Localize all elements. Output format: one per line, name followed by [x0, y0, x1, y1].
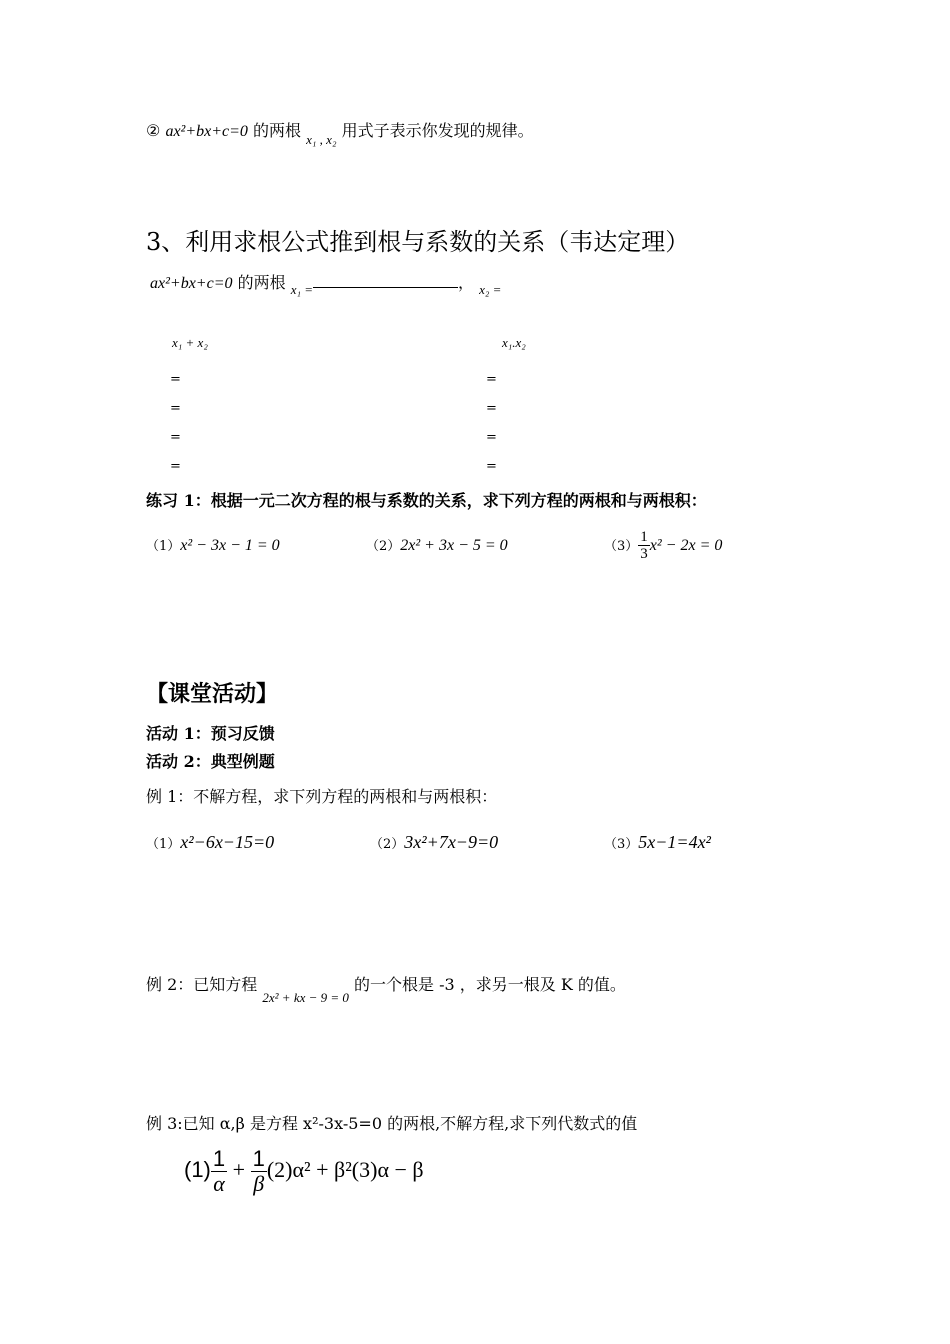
equation: x² − 2x = 0 [649, 537, 723, 554]
numerator: 1 [212, 1146, 226, 1172]
equals: = [486, 372, 497, 387]
text: 的两根 [237, 273, 286, 292]
example-item-2 [370, 832, 498, 855]
roots: x₁ , x₂ [306, 132, 337, 147]
activity-2: 活动 2：典型例题 [146, 752, 275, 771]
denominator: β [253, 1171, 265, 1197]
equals: = [170, 459, 181, 474]
roots-formula-line [150, 273, 502, 297]
fraction-1-over-beta [251, 1147, 267, 1196]
product-label: x₁.x₂ [502, 335, 526, 350]
item-label: （2） [370, 837, 405, 852]
exercise-item-3 [604, 523, 722, 569]
x1-blank [313, 273, 458, 288]
equation: 5x−1=4x² [638, 832, 711, 852]
activity-1: 活动 1：预习反馈 [146, 724, 275, 743]
equals: = [170, 401, 181, 416]
exercise1-title: 练习 1：根据一元二次方程的根与系数的关系，求下列方程的两根和与两根积： [146, 491, 707, 510]
item-label: （3） [604, 837, 639, 852]
denominator: α [213, 1171, 225, 1197]
numerator: 1 [640, 528, 648, 545]
equation: x²−6x−15=0 [180, 832, 275, 852]
equation: 2x² + 3x − 5 = 0 [400, 537, 508, 554]
numerator: 1 [252, 1146, 265, 1172]
quadratic-equation: ax²+bx+c=0 [165, 123, 248, 140]
item-label: （1） [146, 539, 181, 554]
equation: x² − 3x − 1 = 0 [180, 537, 280, 554]
example-item-3 [604, 832, 711, 855]
x2-label: x₂ = [479, 282, 502, 297]
fraction-1-over-alpha [211, 1147, 227, 1196]
item-label: （1） [146, 837, 181, 852]
plus: + [232, 1157, 246, 1182]
sum-label: x₁ + x₂ [172, 335, 208, 350]
text: 的两根 [253, 121, 302, 140]
exercise-item-2 [366, 535, 508, 557]
example3-expressions [184, 1140, 424, 1200]
equals: = [170, 372, 181, 387]
section2-line [146, 121, 534, 147]
text: 用式子表示你发现的规律。 [341, 121, 534, 140]
exercise-item-1 [146, 535, 280, 557]
equals: = [486, 430, 497, 445]
text: 例 2：已知方程 [146, 975, 258, 994]
item-label: （2） [366, 539, 401, 554]
example-item-1 [146, 832, 274, 855]
example1-title: 例 1：不解方程，求下列方程的两根和与两根积： [146, 787, 498, 806]
part-1-label: (1) [184, 1157, 211, 1182]
example2-line [146, 975, 626, 1005]
x1-label: x₁ = [290, 282, 314, 297]
text: 的一个根是 -3 ，求另一根及 K 的值。 [354, 975, 626, 994]
classroom-heading: 【课堂活动】 [146, 681, 279, 707]
equals: = [486, 459, 497, 474]
part-2-expression: (2)α² + β² [266, 1157, 352, 1182]
equation: 2x² + kx − 9 = 0 [262, 990, 349, 1005]
circled-marker: ② [146, 121, 161, 140]
example3-title: 例 3:已知 α,β 是方程 x²-3x-5=0 的两根,不解方程,求下列代数式的值 [146, 1114, 638, 1133]
comma: ， [458, 273, 475, 292]
equals: = [486, 401, 497, 416]
quadratic-equation: ax²+bx+c=0 [150, 275, 233, 292]
part-3-expression: (3)α − β [351, 1157, 424, 1182]
item-label: （3） [604, 539, 639, 554]
equals: = [170, 430, 181, 445]
denominator: 3 [640, 546, 648, 562]
section3-heading: 3、利用求根公式推到根与系数的关系（韦达定理） [146, 228, 690, 256]
fraction [638, 529, 650, 563]
equation: 3x²+7x−9=0 [404, 832, 499, 852]
